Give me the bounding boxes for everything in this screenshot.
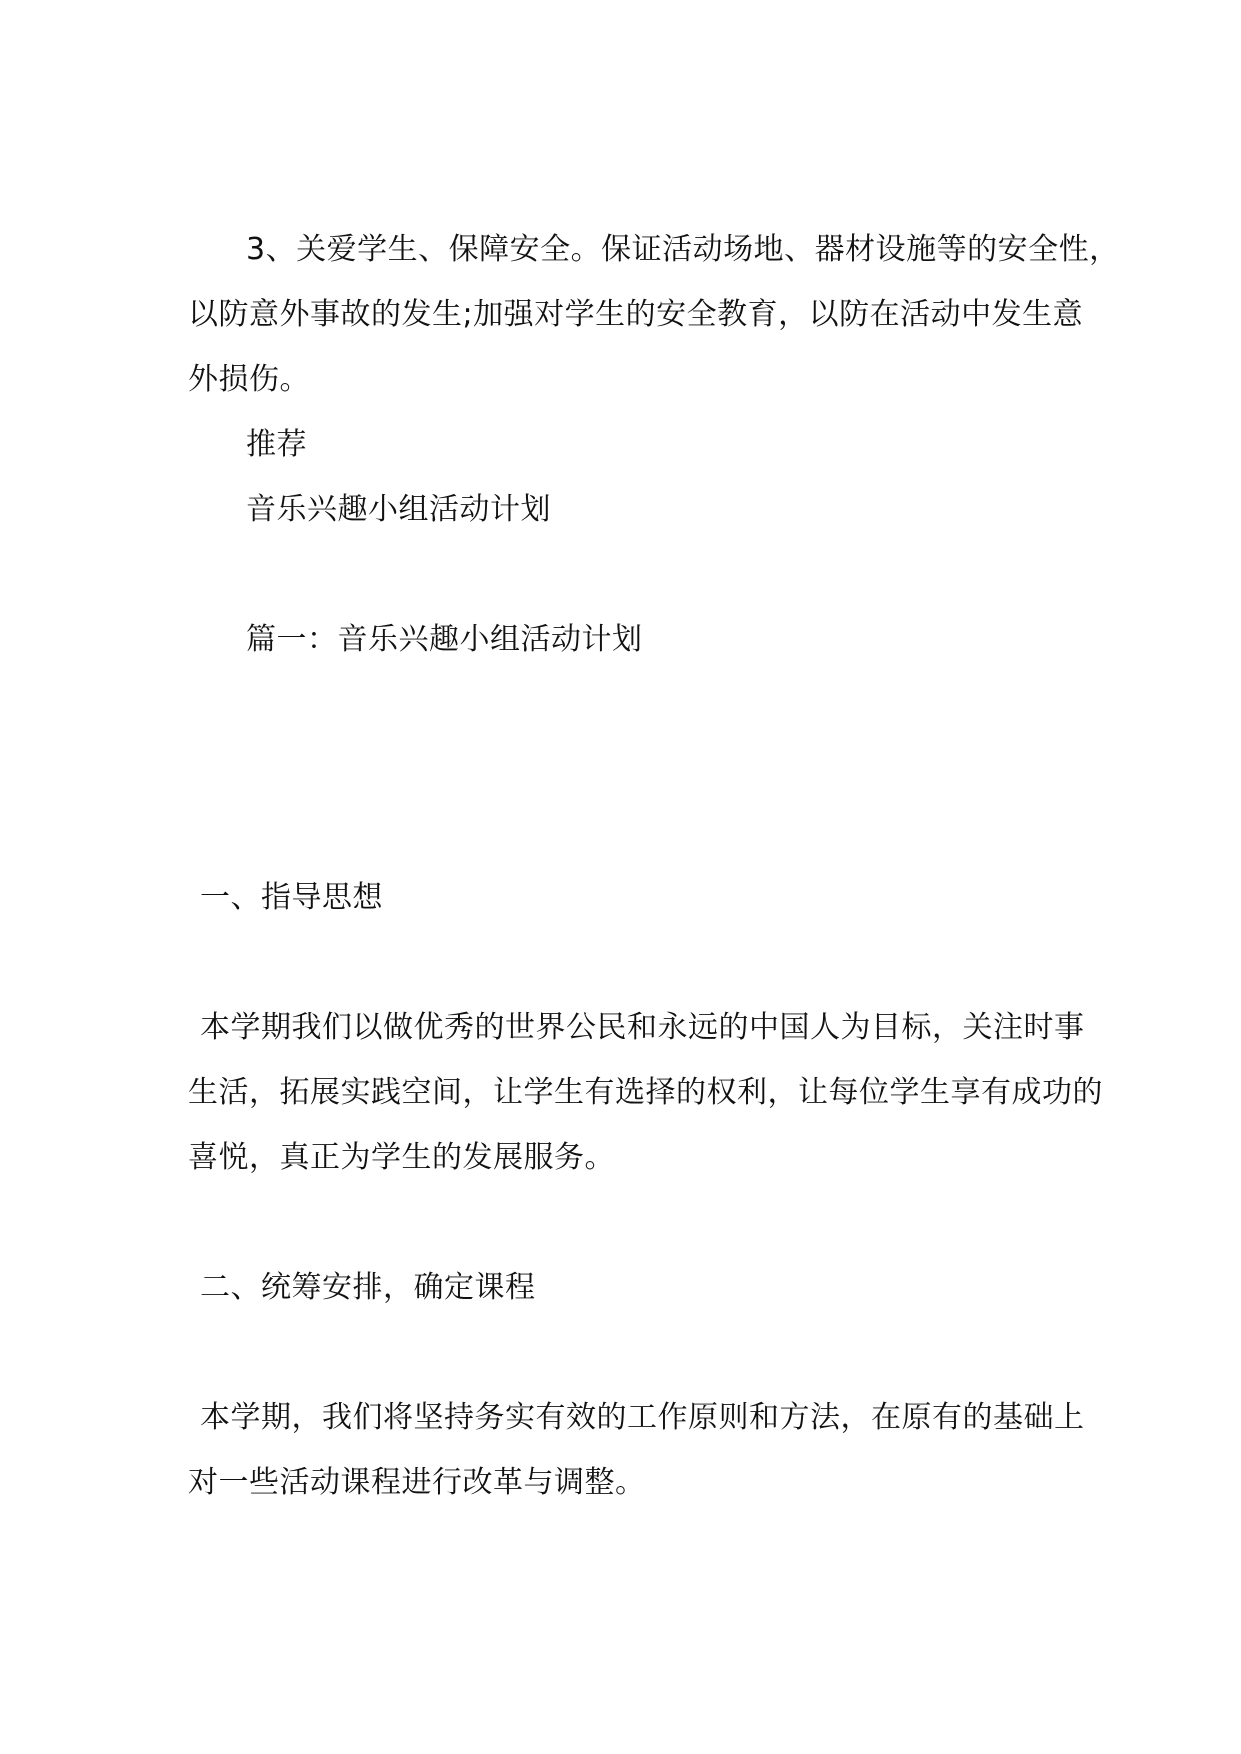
section2-line-1: 本学期，我们将坚持务实有效的工作原则和方法，在原有的基础上 (200, 1400, 1085, 1435)
recommend-link-title[interactable]: 音乐兴趣小组活动计划 (246, 492, 551, 527)
section1-line-2: 生活，拓展实践空间，让学生有选择的权利，让每位学生享有成功的 (188, 1075, 1103, 1110)
article-title: 篇一：音乐兴趣小组活动计划 (246, 622, 643, 657)
section2-heading: 二、统筹安排，确定课程 (200, 1270, 536, 1305)
section1-heading: 一、指导思想 (200, 880, 383, 915)
section2-line-2: 对一些活动课程进行改革与调整。 (188, 1465, 646, 1500)
recommend-label: 推荐 (246, 427, 307, 462)
paragraph-safety-line-1: 3、关爱学生、保障安全。保证活动场地、器材设施等的安全性， (246, 232, 1120, 267)
section1-line-3: 喜悦，真正为学生的发展服务。 (188, 1140, 615, 1175)
paragraph-safety-line-3: 外损伤。 (188, 362, 310, 397)
paragraph-safety-line-2: 以防意外事故的发生;加强对学生的安全教育，以防在活动中发生意 (188, 297, 1084, 332)
section1-line-1: 本学期我们以做优秀的世界公民和永远的中国人为目标，关注时事 (200, 1010, 1085, 1045)
